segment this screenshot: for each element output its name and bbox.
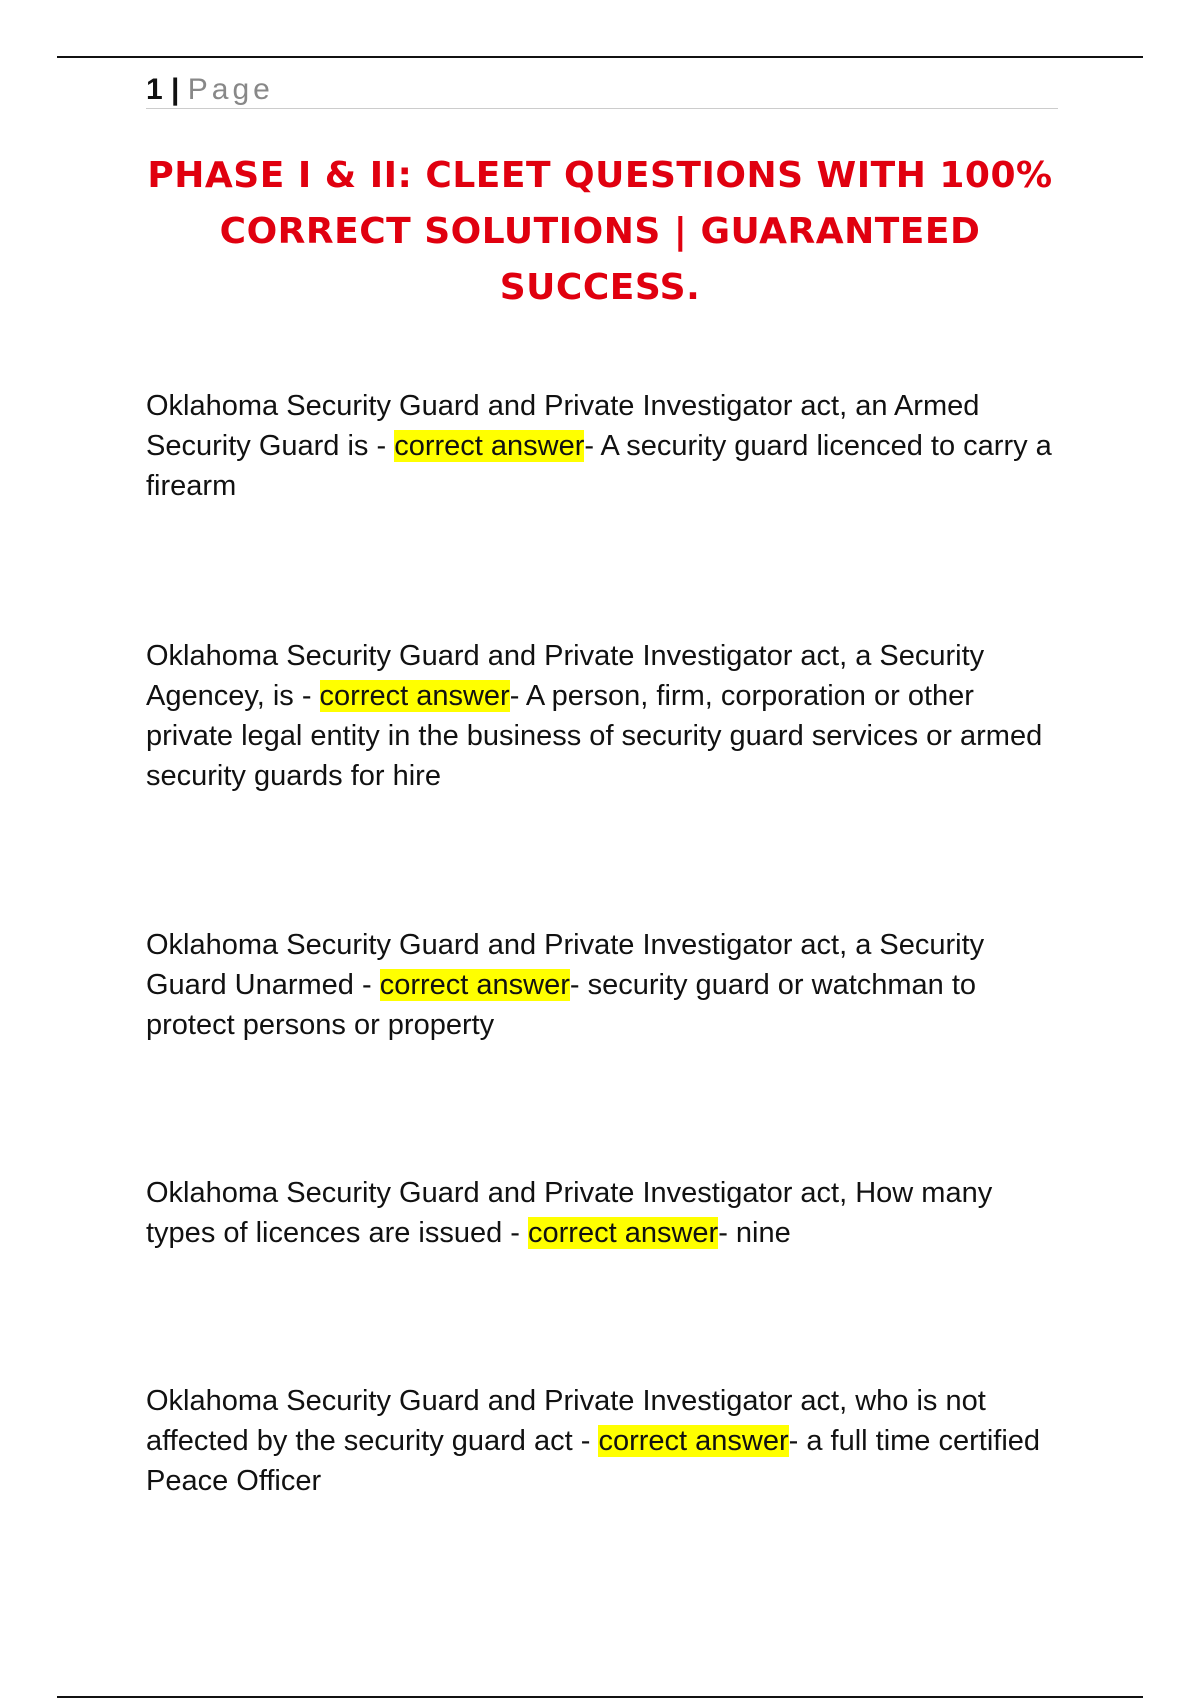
- question-text: Oklahoma Security Guard and Private Investigator act, who is not affected by the security guard act -: [146, 1385, 986, 1457]
- top-rule: [57, 56, 1143, 58]
- question-text: Oklahoma Security Guard and Private Investigator act, an Armed Security Guard is -: [146, 390, 980, 462]
- qa-item-1: [146, 386, 1066, 506]
- page-number: 1: [146, 73, 163, 106]
- question-text: Oklahoma Security Guard and Private Investigator act, How many types of licences are issued -: [146, 1177, 993, 1249]
- question-text: Oklahoma Security Guard and Private Investigator act, a Security Guard Unarmed -: [146, 929, 985, 1001]
- answer-text: - a full time certified Peace Officer: [146, 1425, 1041, 1497]
- qa-item-3: [146, 925, 1066, 1045]
- correct-answer-marker: correct answer: [394, 430, 585, 462]
- answer-text: - security guard or watchman to protect persons or property: [146, 969, 977, 1041]
- bottom-rule: [57, 1696, 1143, 1698]
- correct-answer-marker: correct answer: [598, 1425, 789, 1457]
- page-header: [146, 72, 1058, 109]
- correct-answer-marker: correct answer: [379, 969, 570, 1001]
- correct-answer-marker: correct answer: [528, 1217, 719, 1249]
- page-separator: |: [171, 73, 180, 106]
- document-title: PHASE I & II: CLEET QUESTIONS WITH 100% CORRECT SOLUTIONS | GUARANTEED SUCCESS.: [147, 155, 1053, 308]
- page-label: Page: [187, 73, 274, 106]
- answer-text: - nine: [718, 1217, 791, 1249]
- qa-item-2: [146, 636, 1066, 796]
- correct-answer-marker: correct answer: [319, 680, 510, 712]
- qa-item-4: [146, 1173, 1066, 1253]
- answer-text: - A security guard licenced to carry a firearm: [146, 430, 1052, 502]
- question-text: Oklahoma Security Guard and Private Investigator act, a Security Agencey, is -: [146, 640, 985, 712]
- qa-item-5: [146, 1381, 1066, 1501]
- answer-text: - A person, firm, corporation or other private legal entity in the business of security guard services or armed security guards for hire: [146, 680, 1043, 792]
